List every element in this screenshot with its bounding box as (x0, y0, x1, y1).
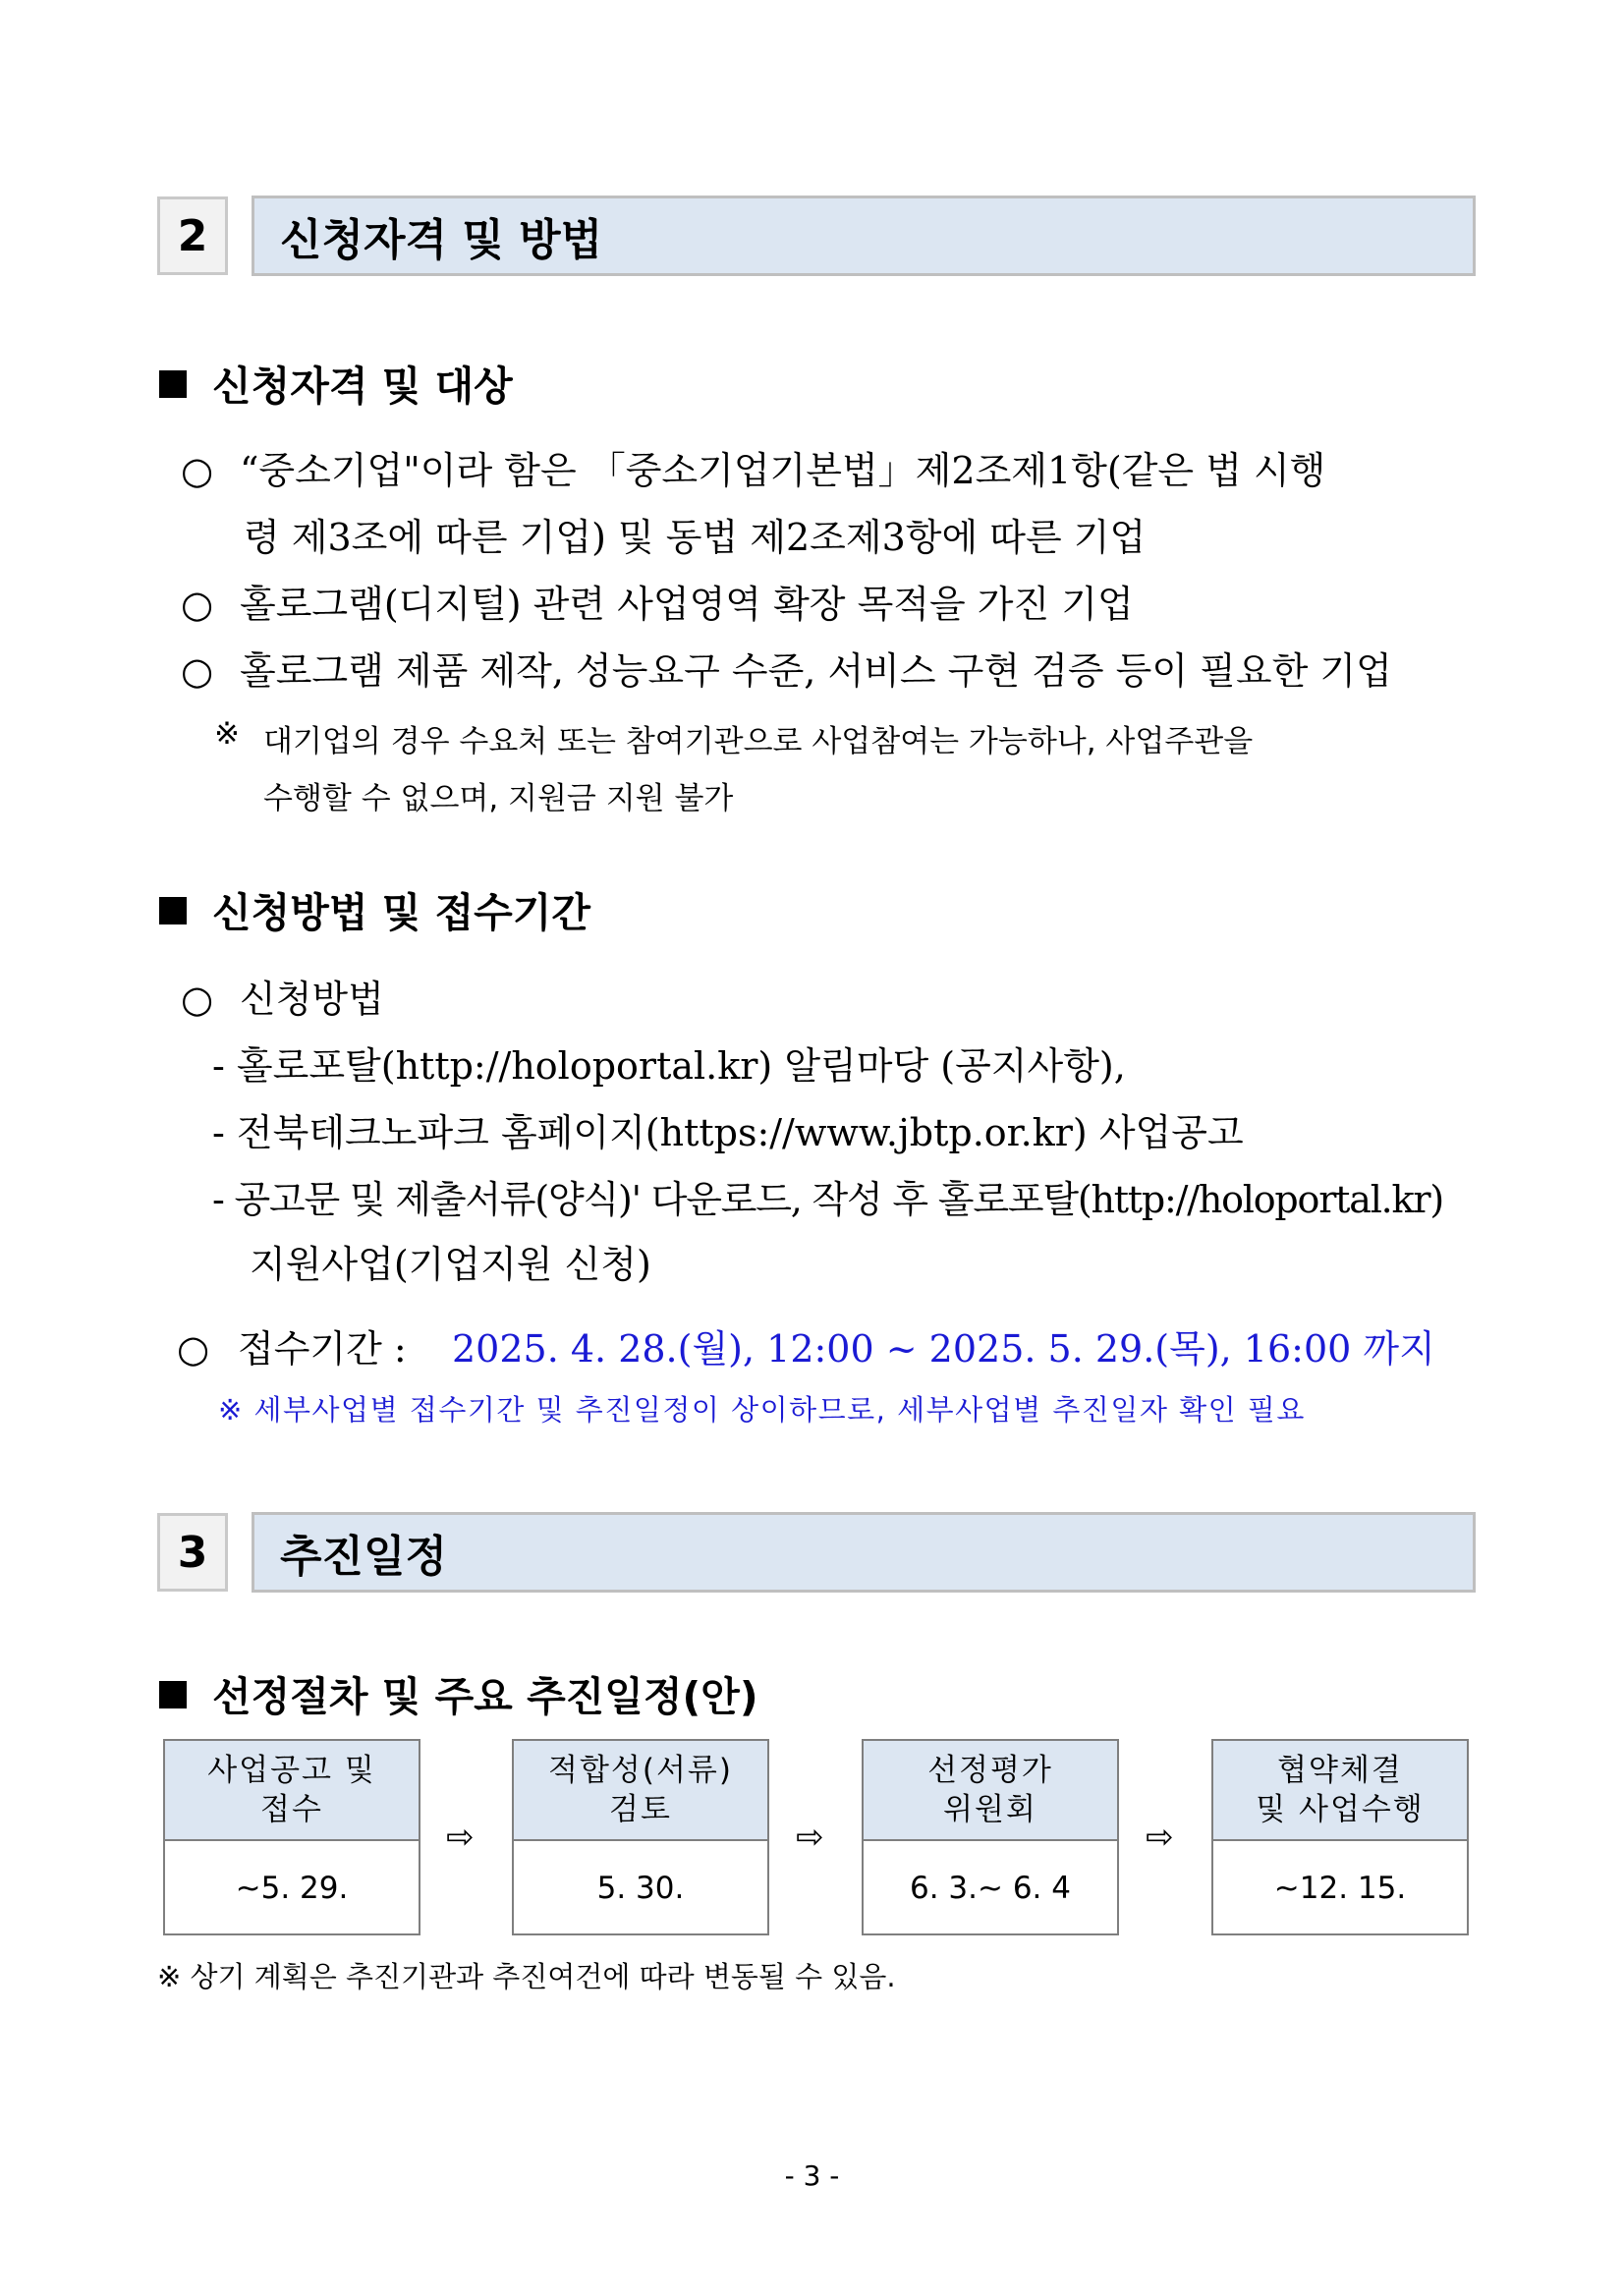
eligibility-note-line2: 수행할 수 없으며, 지원금 지원 불가 (263, 781, 734, 816)
method-label: 신청방법 (240, 978, 384, 1021)
bullet-marker: ○ (181, 978, 214, 1021)
step-date: 5. 30. (596, 1871, 685, 1906)
method-item-1: - 홀로포탈(http://holoportal.kr) 알림마당 (공지사항), (212, 1044, 1126, 1088)
step-date: 6. 3.~ 6. 4 (910, 1871, 1071, 1906)
period-value: 2025. 4. 28.(월), 12:00 ~ 2025. 5. 29.(목), 16:00 까지 (452, 1327, 1435, 1371)
step-title: 검토 (609, 1792, 672, 1827)
step-title: 적합성(서류) (548, 1753, 733, 1788)
method-item-3-line2: 지원사업(기업지원 신청) (250, 1243, 651, 1286)
eligibility-item-2: 홀로그램(디지털) 관련 사업영역 확장 목적을 가진 기업 (240, 583, 1134, 626)
square-bullet-icon (159, 1681, 187, 1708)
subheading-method: 신청방법 및 접수기간 (159, 880, 590, 938)
section-number: 3 (157, 1513, 228, 1592)
step-title: 위원회 (943, 1792, 1037, 1827)
step-title: 접수 (260, 1792, 323, 1827)
eligibility-item-3: 홀로그램 제품 제작, 성능요구 수준, 서비스 구현 검증 등이 필요한 기업 (240, 649, 1392, 693)
eligibility-item-1-line1: “중소기업"이라 함은 「중소기업기본법」제2조제1항(같은 법 시행 (240, 449, 1326, 492)
period-note: ※ 세부사업별 접수기간 및 추진일정이 상이하므로, 세부사업별 추진일자 확인 필요 (218, 1393, 1306, 1427)
step-date: ~5. 29. (235, 1871, 349, 1906)
method-item-3-line1: - 공고문 및 제출서류(양식)' 다운로드, 작성 후 홀로포탈(http://holoportal.kr) (212, 1178, 1443, 1221)
subheading-eligibility: 신청자격 및 대상 (159, 354, 513, 412)
schedule-footnote: ※ 상기 계획은 추진기관과 추진여건에 따라 변동될 수 있음. (157, 1960, 896, 1993)
subheading-schedule: 선정절차 및 주요 추진일정(안) (159, 1664, 758, 1722)
eligibility-note-line1: 대기업의 경우 수요처 또는 참여기관으로 사업참여는 가능하나, 사업주관을 (263, 724, 1254, 759)
bullet-marker: ○ (177, 1327, 210, 1371)
eligibility-item-1-line2: 령 제3조에 따른 기업) 및 동법 제2조제3항에 따른 기업 (244, 516, 1147, 559)
page-number: - 3 - (784, 2159, 840, 2192)
method-item-2: - 전북테크노파크 홈페이지(https://www.jbtp.or.kr) 사업공고 (212, 1111, 1244, 1154)
schedule-step (1211, 1739, 1469, 1935)
schedule-step (512, 1739, 769, 1935)
step-title: 협약체결 (1277, 1753, 1403, 1788)
bullet-marker: ○ (181, 649, 214, 693)
square-bullet-icon (159, 897, 187, 924)
note-mark: ※ (214, 716, 240, 752)
arrow-right-icon: ⇨ (796, 1818, 824, 1857)
period-label: 접수기간 : (238, 1327, 407, 1371)
arrow-right-icon: ⇨ (446, 1818, 475, 1857)
step-title: 및 사업수행 (1256, 1792, 1425, 1827)
bullet-marker: ○ (181, 583, 214, 626)
bullet-marker: ○ (181, 449, 214, 492)
schedule-step (163, 1739, 420, 1935)
arrow-right-icon: ⇨ (1146, 1818, 1174, 1857)
step-date: ~12. 15. (1273, 1871, 1407, 1906)
step-title: 사업공고 및 (207, 1753, 376, 1788)
schedule-step (862, 1739, 1119, 1935)
section-title: 신청자격 및 방법 (252, 196, 1476, 276)
square-bullet-icon (159, 370, 187, 398)
section-title: 추진일정 (252, 1512, 1476, 1593)
step-title: 선정평가 (927, 1753, 1053, 1788)
section-number: 2 (157, 196, 228, 275)
